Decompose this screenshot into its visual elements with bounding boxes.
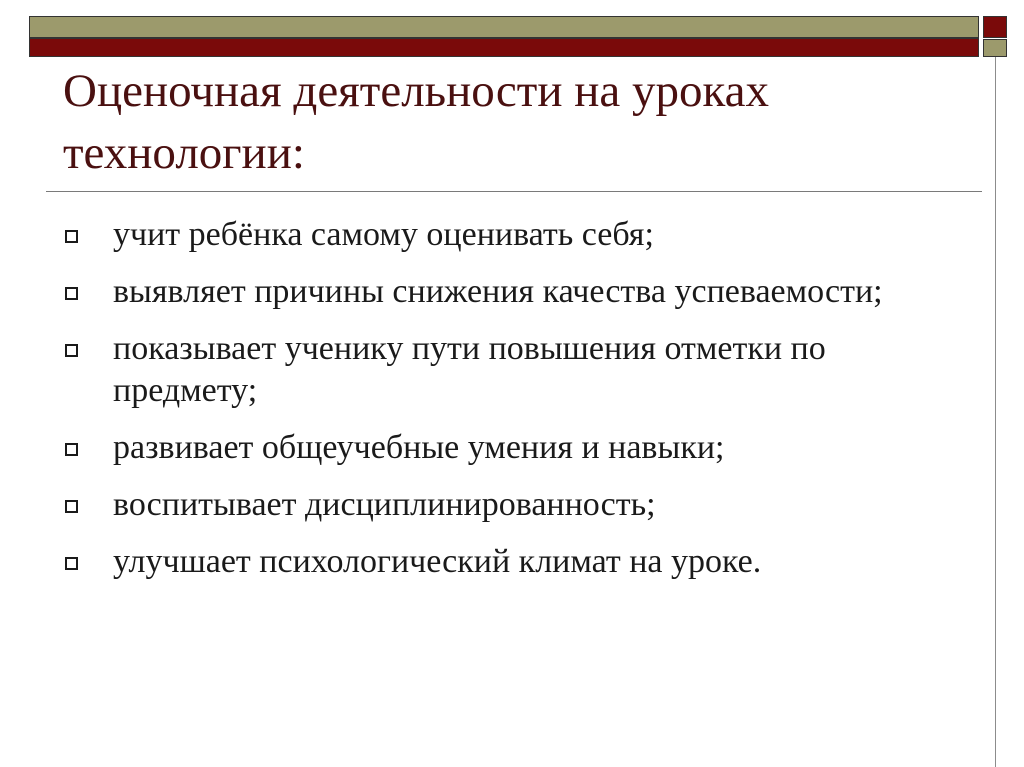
list-item-text: развивает общеучебные умения и навыки; [113,429,725,466]
hollow-square-bullet-icon [65,443,78,456]
list-item [65,541,965,583]
hollow-square-bullet-icon [65,500,78,513]
corner-square-olive [983,39,1007,57]
hollow-square-bullet-icon [65,230,78,243]
list-item-text: выявляет причины снижения качества успеваемости; [113,273,883,310]
list-item-text: улучшает психологический климат на уроке. [113,543,762,580]
header-bar-maroon [29,38,979,57]
header-bar-olive [29,16,979,38]
list-item [65,484,965,526]
hollow-square-bullet-icon [65,344,78,357]
list-item [65,271,965,313]
corner-square-maroon [983,16,1007,38]
slide-title: Оценочная деятельности на уроках технологии: [63,65,769,179]
list-item [65,214,965,256]
bullet-list [65,214,965,598]
hollow-square-bullet-icon [65,557,78,570]
list-item [65,427,965,469]
list-item-text: показывает ученику пути повышения отметки по предмету; [113,330,826,409]
list-item-text: воспитывает дисциплинированность; [113,486,656,523]
right-vertical-rule [995,57,996,767]
list-item [65,328,965,412]
hollow-square-bullet-icon [65,287,78,300]
list-item-text: учит ребёнка самому оценивать себя; [113,216,654,253]
title-divider [46,191,982,192]
